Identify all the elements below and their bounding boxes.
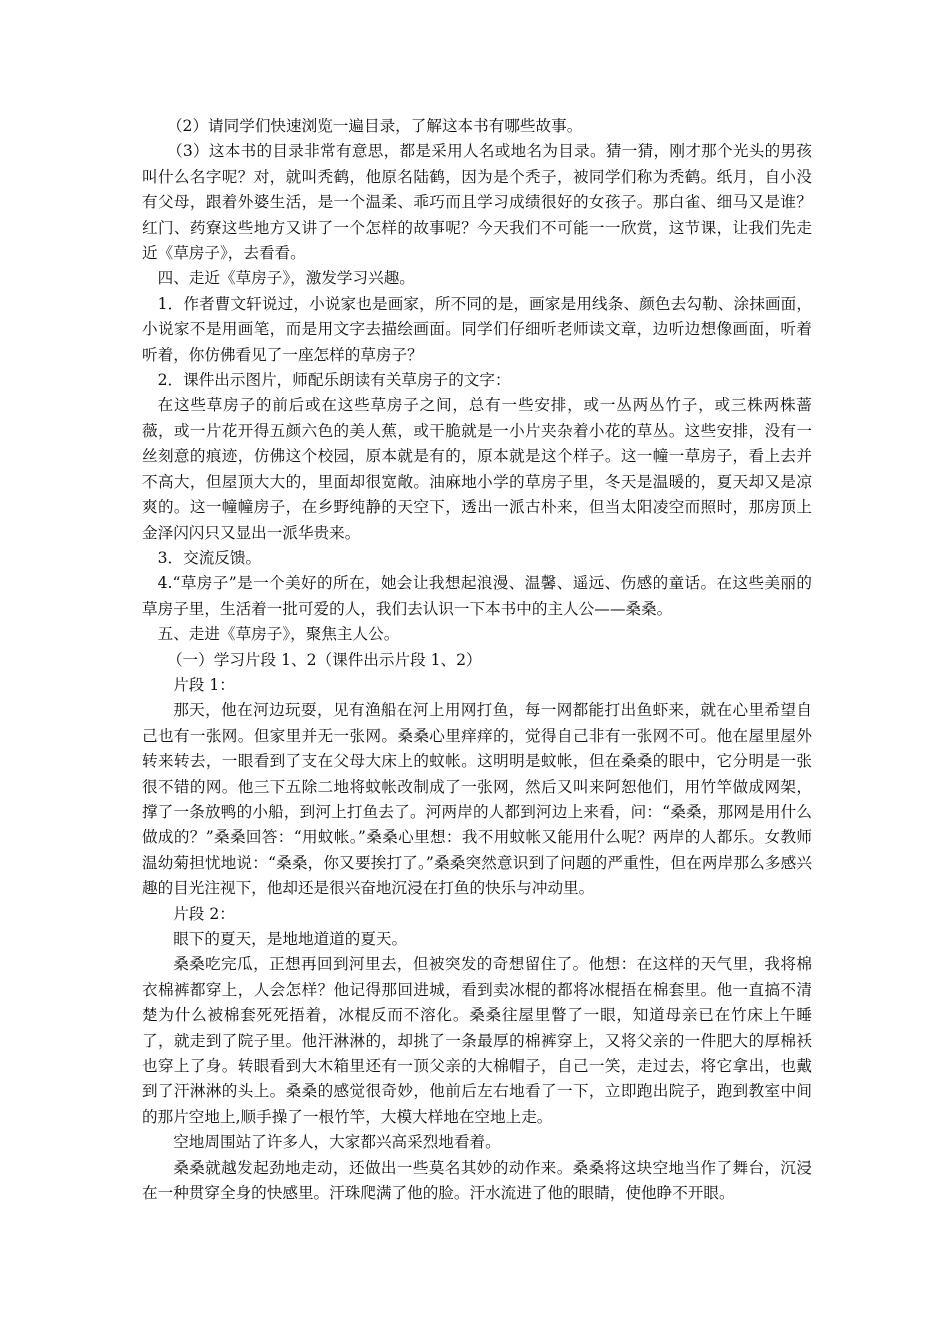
excerpt-2-text-2: 桑桑吃完瓜，正想再回到河里去，但被突发的奇想留住了。他想：在这样的天气里，我将棉衣棉裤都穿上，人会怎样？他记得那回进城，看到卖冰棍的都将冰棍捂在棉套里。他一直搞不清楚为什么被棉套死死捂着，冰棍反而不溶化。桑桑往屋里瞥了一眼，知道母亲已在竹床上午睡了，就走到了院子里。他汗淋淋的，却挑了一条最厚的棉裤穿上，又将父亲的一件肥大的厚棉袄也穿上了身。转眼看到大木箱里还有一顶父亲的大棉帽子，自己一笑，走过去，将它拿出，也戴到了汗淋淋的头上。桑桑的感觉很奇妙，他前后左右地看了一下，立即跑出院子，跑到教室中间的那片空地上,顺手操了一根竹竿，大模大样地在空地上走。 — [142, 955, 812, 1126]
paragraph-item-1: 1．作者曹文轩说过，小说家也是画家，所不同的是，画家是用线条、颜色去勾勒、涂抹画面，小说家不是用画笔，而是用文字去描绘画面。同学们仔细听老师读文章，边听边想像画面，听着听着，你仿佛看见了一座怎样的草房子？ — [142, 294, 812, 364]
excerpt-2-text-3: 空地周围站了许多人，大家都兴高采烈地看着。 — [173, 1133, 501, 1152]
excerpt-1-label: 片段 1： — [173, 675, 235, 694]
paragraph-item-4: 4.“草房子”是一个美好的所在，她会让我想起浪漫、温馨、遥远、伤感的童话。在这些美丽的草房子里，生活着一批可爱的人，我们去认识一下本书中的主人公——桑桑。 — [142, 574, 812, 618]
document-page — [142, 114, 812, 1206]
paragraph-browse-contents: （2）请同学们快速浏览一遍目录，了解这本书有哪些故事。 — [166, 117, 583, 135]
paragraph-item-3: 3．交流反馈。 — [157, 548, 262, 567]
paragraph-contents-intro: （3）这本书的目录非常有意思，都是采用人名或地名为目录。猜一猜，刚才那个光头的男孩叫什么名字呢？对，就叫秃鹤，他原名陆鹤，因为是个秃子，被同学们称为秃鹤。纸月，自小没有父母，跟着外婆生活，是一个温柔、乖巧而且学习成绩很好的女孩子。那白雀、细马又是谁？红门、药寮这些地方又讲了一个怎样的故事呢？今天我们不可能一一欣赏，这节课，让我们先走近《草房子》，去看看。 — [142, 142, 812, 263]
paragraph-read-aloud-text: 在这些草房子的前后或在这些草房子之间，总有一些安排，或一丛两丛竹子，或三株两株蔷薇，或一片花开得五颜六色的美人蕉，或干脆就是一小片夹杂着小花的草丛。这些安排，没有一丝刻意的痕迹，仿佛这个校园，原本就是有的，原本就是这个样子。这一幢一草房子，看上去并不高大，但屋顶大大的，里面却很宽敞。油麻地小学的草房子里，冬天是温暖的，夏天却又是凉爽的。这一幢幢房子，在乡野纯静的天空下，透出一派古朴来，但当太阳凌空而照时，那房顶上金泽闪闪只又显出一派华贵来。 — [142, 396, 812, 542]
excerpt-2-text-4: 桑桑就越发起劲地走动，还做出一些莫名其妙的动作来。桑桑将这块空地当作了舞台，沉浸在一种贯穿全身的快感里。汗珠爬满了他的脸。汗水流进了他的眼睛，使他睁不开眼。 — [142, 1158, 812, 1203]
excerpt-2-text-1: 眼下的夏天，是地地道道的夏天。 — [173, 930, 408, 948]
subsection-heading-1: （一）学习片段 1、2（课件出示片段 1、2） — [166, 650, 482, 669]
section-heading-4: 四、走近《草房子》，激发学习兴趣。 — [157, 269, 415, 288]
section-heading-5: 五、走进《草房子》，聚焦主人公。 — [157, 625, 400, 644]
excerpt-2-label: 片段 2： — [173, 904, 235, 923]
excerpt-1-text: 那天，他在河边玩耍，见有渔船在河上用网打鱼，每一网都能打出鱼虾来，就在心里希望自己也有一张网。但家里并无一张网。桑桑心里痒痒的，觉得自己非有一张网不可。他在屋里屋外转来转去，一眼看到了支在父母大床上的蚊帐。这明明是蚊帐，但在桑桑的眼中，它分明是一张很不错的网。他三下五除二地将蚊帐改制成了一张网，然后又叫来阿恕他们，用竹竿做成网架，撑了一条放鸭的小船，到河上打鱼去了。河两岸的人都到河边上来看，问：“桑桑，那网是用什么做成的？”桑桑回答：“用蚊帐。”桑桑心里想：我不用蚊帐又能用什么呢？两岸的人都乐。女教师温幼菊担忧地说：“桑桑，你又要挨打了。”桑桑突然意识到了问题的严重性，但在两岸那么多感兴趣的目光注视下，他却还是很兴奋地沉浸在打鱼的快乐与冲动里。 — [142, 701, 812, 898]
paragraph-item-2: 2．课件出示图片，师配乐朗读有关草房子的文字： — [157, 371, 511, 390]
